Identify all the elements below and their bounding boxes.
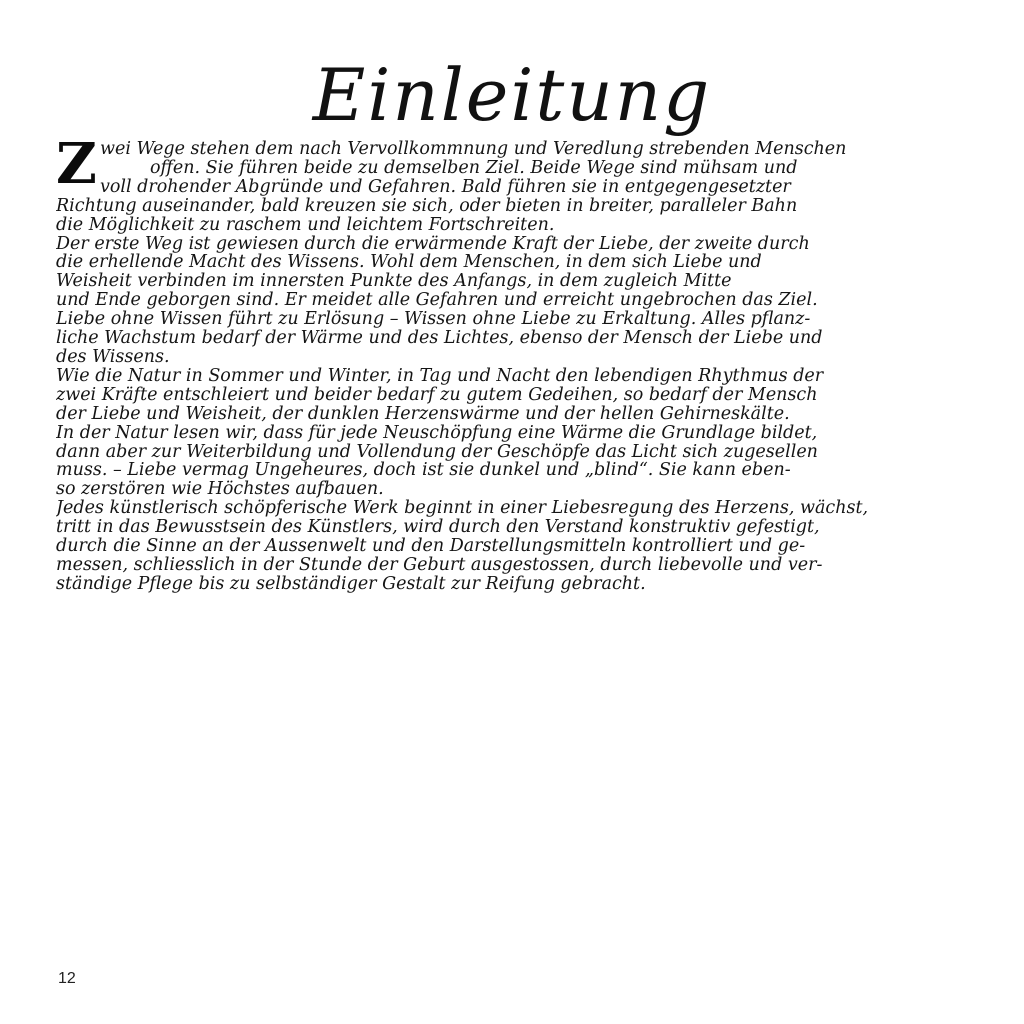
text-line: tritt in das Bewusstsein des Künstlers, wird durch den Verstand konstruktiv gefestigt, — [56, 518, 820, 538]
page-number: 12 — [58, 970, 76, 987]
text-line: wei Wege stehen dem nach Vervollkommnung und Veredlung strebenden Menschen — [100, 140, 847, 159]
text-line: muss. – Liebe vermag Ungeheures, doch ist sie dunkel und „blind“. Sie kann eben- — [56, 461, 791, 481]
paragraph-three — [56, 367, 936, 499]
text-line: Liebe ohne Wissen führt zu Erlösung – Wissen ohne Liebe zu Erkaltung. Alles pflanz- — [56, 310, 811, 330]
text-line: In der Natur lesen wir, dass für jede Neuschöpfung eine Wärme die Grundlage bildet, — [56, 423, 818, 443]
text-line: ständige Pflege bis zu selbständiger Gestalt zur Reifung gebracht. — [56, 574, 646, 594]
text-line: zwei Kräfte entschleiert und beider bedarf zu gutem Gedeihen, so bedarf der Mensch — [56, 385, 818, 405]
text-line: die Möglichkeit zu raschem und leichtem Fortschreiten. — [56, 215, 555, 235]
text-line: Wie die Natur in Sommer und Winter, in Tag und Nacht den lebendigen Rhythmus der — [56, 366, 824, 386]
text-line: Richtung auseinander, bald kreuzen sie sich, oder bieten in breiter, paralleler Bahn — [56, 196, 798, 216]
text-line: und Ende geborgen sind. Er meidet alle Gefahren und erreicht ungebrochen das Ziel. — [56, 291, 818, 311]
text-line: liche Wachstum bedarf der Wärme und des Lichtes, ebenso der Mensch der Liebe und — [56, 329, 823, 348]
handwritten-text-body — [56, 131, 936, 594]
page-title: Einleitung — [312, 53, 712, 137]
text-line: Der erste Weg ist gewiesen durch die erwärmende Kraft der Liebe, der zweite durch — [56, 234, 810, 254]
text-line: der Liebe und Weisheit, der dunklen Herzenswärme und der hellen Gehirneskälte. — [56, 404, 790, 424]
text-line: die erhellende Macht des Wissens. Wohl dem Menschen, in dem sich Liebe und — [56, 253, 762, 273]
text-line: dann aber zur Weiterbildung und Vollendung der Geschöpfe das Licht sich zugesellen — [56, 442, 818, 462]
text-line: durch die Sinne an der Aussenwelt und den Darstellungsmitteln kontrolliert und ge- — [56, 537, 806, 556]
text-line: messen, schliesslich in der Stunde der Geburt ausgestossen, durch liebevolle und ver- — [56, 555, 823, 575]
text-line: des Wissens. — [56, 347, 170, 367]
text-line: so zerstören wie Höchstes aufbauen. — [56, 480, 384, 500]
text-line: voll drohender Abgründe und Gefahren. Bald führen sie in entgegengesetzter — [100, 177, 791, 197]
paragraph-two — [56, 235, 936, 367]
paragraph-four — [56, 499, 936, 594]
text-line: Jedes künstlerisch schöpferische Werk beginnt in einer Liebesregung des Herzens, wächst, — [56, 499, 869, 519]
text-line: offen. Sie führen beide zu demselben Ziel. Beide Wege sind mühsam und — [150, 158, 798, 178]
drop-cap: Z — [56, 131, 97, 197]
text-line: Weisheit verbinden im innersten Punkte des Anfangs, in dem zugleich Mitte — [56, 272, 732, 292]
paragraph-intro — [56, 131, 936, 235]
